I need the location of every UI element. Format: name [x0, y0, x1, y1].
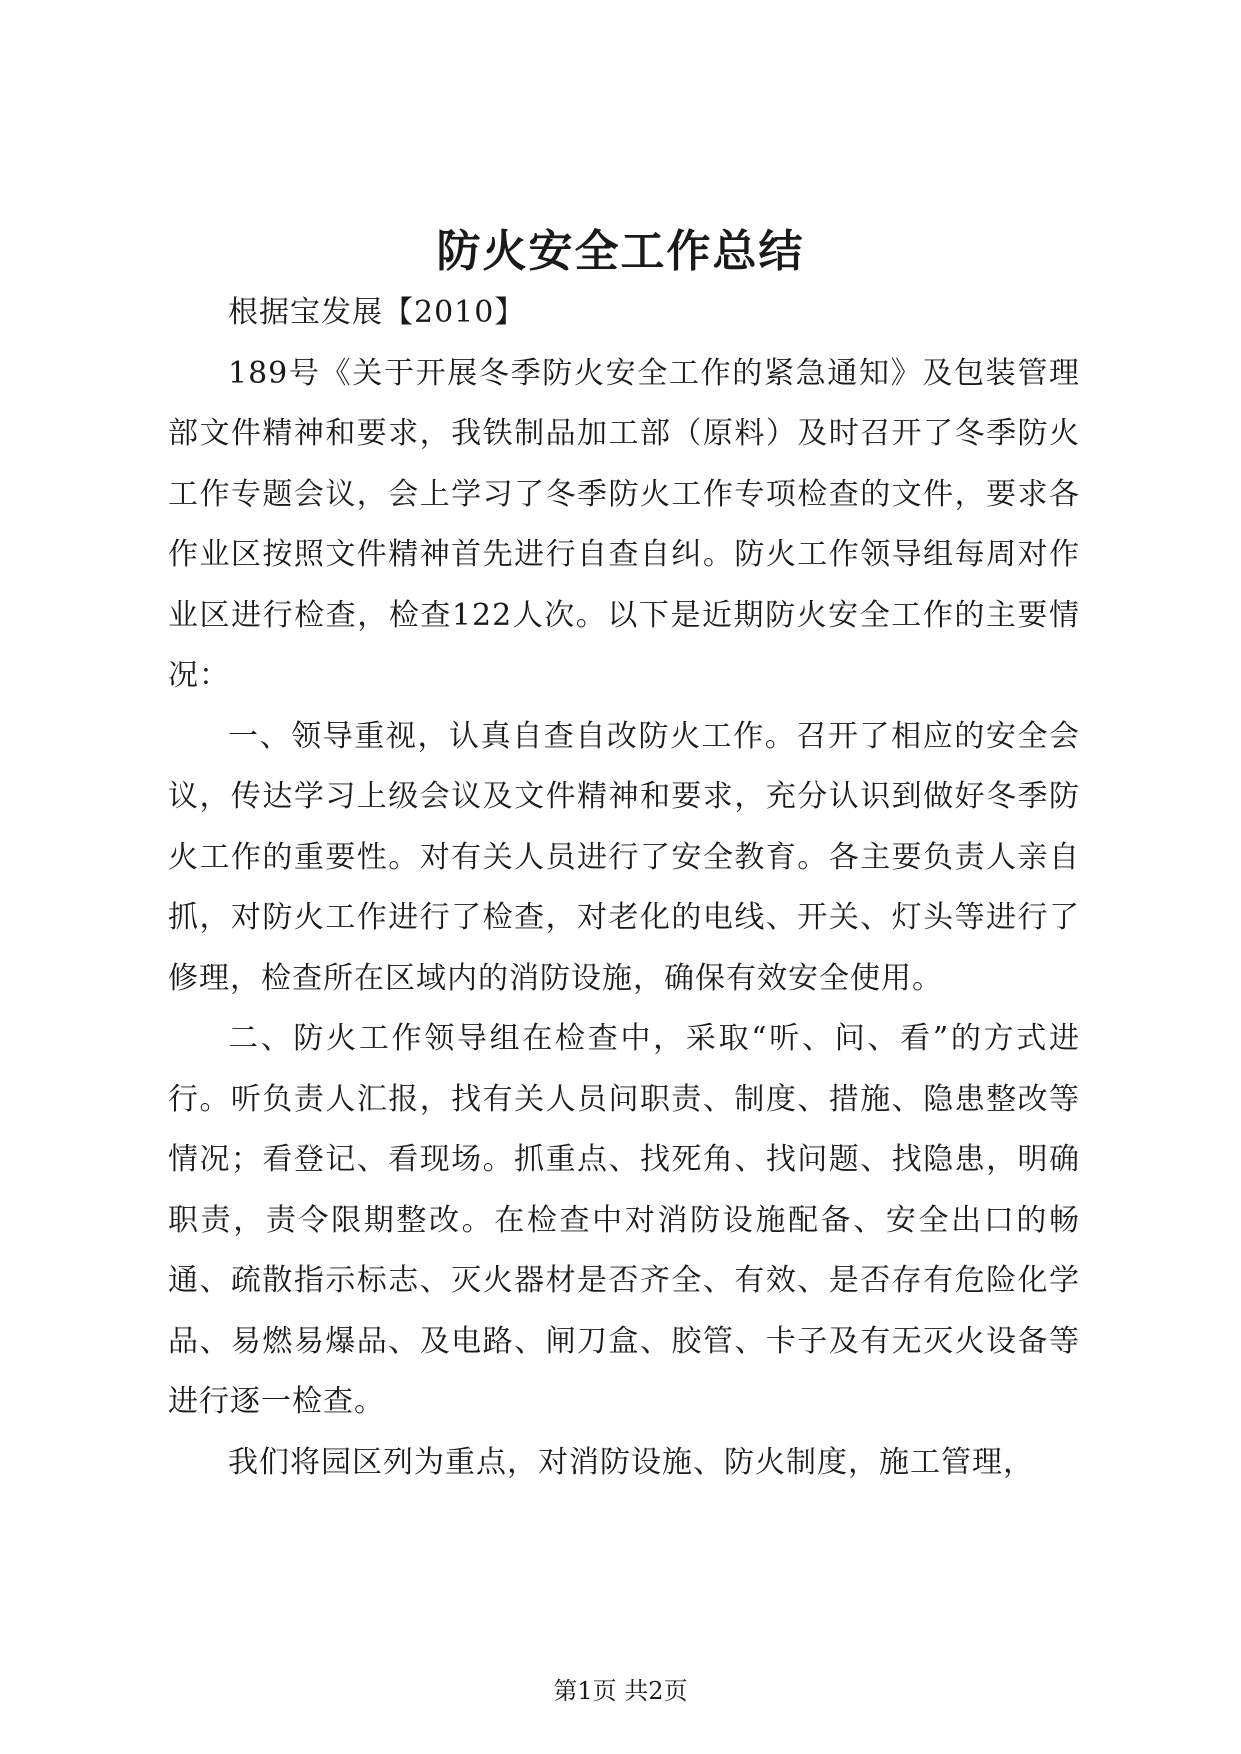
paragraph-focus-area: 我们将园区列为重点，对消防设施、防火制度，施工管理， [228, 1444, 1034, 1480]
paragraph-reference: 根据宝发展【2010】 [228, 295, 526, 330]
document-body [168, 283, 1080, 1493]
paragraph-section-two: 二、防火工作领导组在检查中，采取“听、问、看”的方式进行。听负责人汇报，找有关人员问职责、制度、措施、隐患整改等情况；看登记、看现场。抓重点、找死角、找问题、找隐患，明确职责，责令限期整改。在检查中对消防设施配备、安全出口的畅通、疏散指示标志、灭火器材是否齐全、有效、是否存有危险化学品、易燃易爆品、及电路、闸刀盒、胶管、卡子及有无灭火设备等进行逐一检查。 [168, 1021, 1080, 1419]
page-footer: 第1页 共2页 [553, 1677, 688, 1705]
paragraph-section-one: 一、领导重视，认真自查自改防火工作。召开了相应的安全会议，传达学习上级会议及文件精神和要求，充分认识到做好冬季防火工作的重要性。对有关人员进行了安全教育。各主要负责人亲自抓，对防火工作进行了检查，对老化的电线、开关、灯头等进行了修理，检查所在区域内的消防设施，确保有效安全使用。 [168, 718, 1080, 996]
paragraph-intro: 189号《关于开展冬季防火安全工作的紧急通知》及包装管理部文件精神和要求，我铁制品加工部（原料）及时召开了冬季防火工作专题会议，会上学习了冬季防火工作专项检查的文件，要求各作业区按照文件精神首先进行自查自纠。防火工作领导组每周对作业区进行检查，检查122人次。以下是近期防火安全工作的主要情况： [168, 355, 1080, 693]
document-title: 防火安全工作总结 [436, 226, 805, 277]
